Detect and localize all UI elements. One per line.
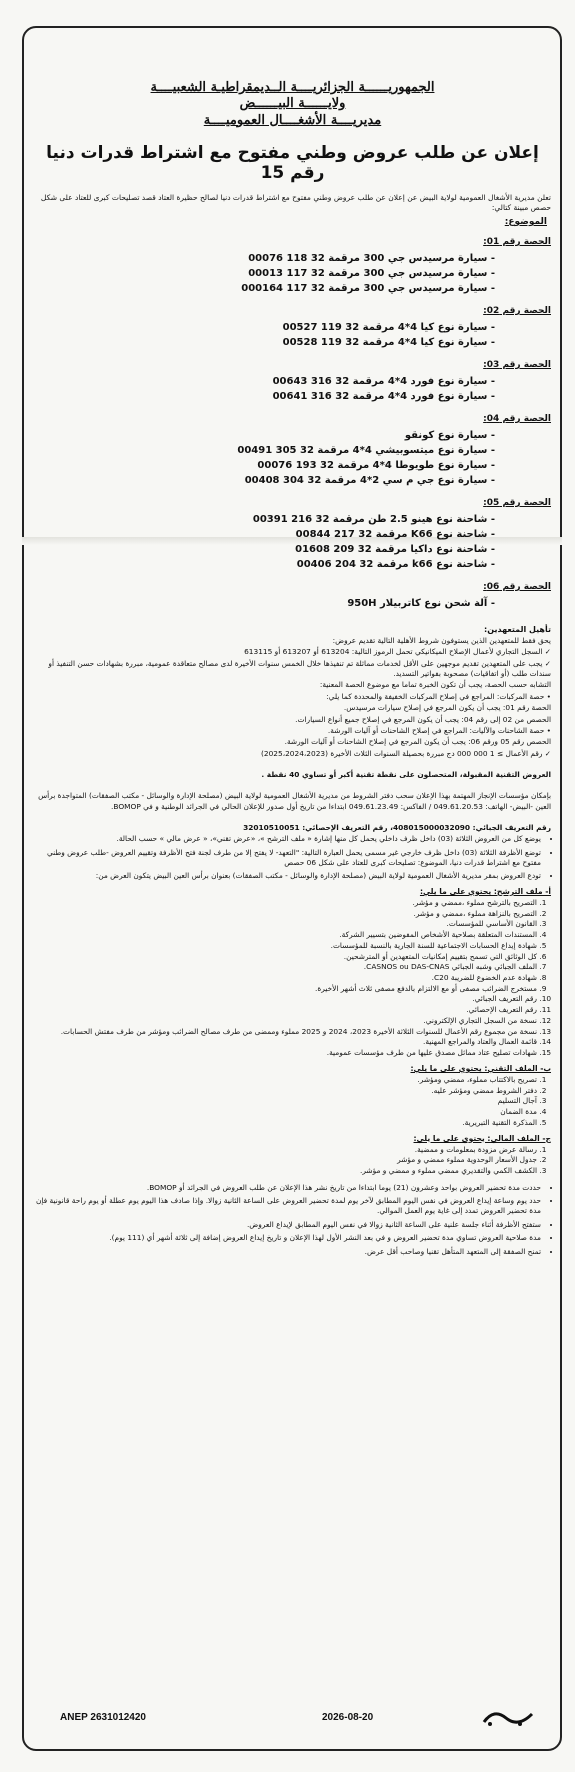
dossier-a-item: 4. المستندات المتعلقة بصلاحية الأشخاص المفوضين بتسيير الشركة. (30, 930, 537, 941)
dossier-a-item: 3. القانون الأساسي للمؤسسات. (30, 919, 537, 930)
envelope-rule: • يوضع كل من العروض الثلاثة (03) داخل ظرف داخلي يحمل كل منها إشارة « ملف الترشح »، «عرض تقني»، « عرض مالي » حسب الحالة. (30, 834, 541, 844)
dossier-a-list (30, 898, 555, 1059)
lot-item: - شاحنة نوع K66 مرقمة 32 217 00844 (295, 529, 495, 540)
lot-title: الحصة رقم 05: (483, 498, 551, 508)
dossier-b-item: 3. آجال التسليم (30, 1096, 537, 1107)
lot-items (30, 251, 555, 296)
dossier-b-item: 4. مدة الضمان (30, 1107, 537, 1118)
eligibility-line: الحصة رقم 01: يجب أن يكون المرجع في إصلاح سيارات مرسيدس. (343, 703, 551, 713)
dossier-a-head: أ- ملف الترشح: يحتوي على ما يلي: (419, 886, 551, 896)
footer (60, 1712, 530, 1736)
lot-item: - سيارة مرسيدس جي 300 مرقمة 32 118 00076 (248, 253, 495, 264)
lot-item: - سيارة نوع كونقو (404, 430, 495, 441)
dossier-a-item: 9. مستخرج الضرائب مصفى أو مع الالتزام بالدفع مصفى ثلاث أشهر الأخيرة. (30, 984, 537, 995)
envelope-rules (30, 834, 555, 881)
dossier-a-item: 12. نسخة من السجل التجاري الإلكتروني. (30, 1016, 537, 1027)
eligibility-criterion: ✓ يجب على المتعهدين تقديم موجهين على الأقل لخدمات مماثلة تم تنفيذها خلال الخمس سنوات الأخيرة لدى مصالح متعاقدة عمومية، مبررة بشهادات حسن التنفيذ أو سندات طلب (أو اتفاقيات) مصحوبة بفواتير التسديد. (48, 658, 551, 679)
eligibility-criterion: ✓ رقم الأعمال ≥ 1 000 000 دج مبررة بحصيلة السنوات الثلاث الأخيرة (2025،2024،2023) (261, 748, 551, 758)
dossier-a-item: 8. شهادة عدم الخضوع للضريبة C20. (30, 973, 537, 984)
eligibility-line: الحصص رقم 05 ورقم 06: يجب أن يكون المرجع في إصلاح الشاحنات أو آليات الورشة. (284, 737, 551, 747)
dossier-b-item: 1. تصريح بالاكتتاب مملوء، ممضي ومؤشر. (30, 1075, 537, 1086)
dossier-a-item: 5. شهادة إيداع الحسابات الاجتماعية للسنة الجارية بالنسبة للمؤسسات. (30, 941, 537, 952)
dossier-b-head: ب- الملف التقني: يحتوي على ما يلي: (410, 1063, 551, 1073)
final-condition: • ستفتح الأظرفة أثناء جلسة علنية على الساعة الثانية زوالا في نفس اليوم المطابق لإيداع العروض. (30, 1220, 541, 1230)
dossier-a-item: 11. رقم التعريف الإحصائي. (30, 1005, 537, 1016)
header-directorate: مديريــــة الأشغــــال العموميــــة (203, 112, 382, 128)
header-wilaya: ولايــــــة البيــــــض (239, 96, 346, 112)
dossier-a-item: 13. نسخة من مجموع رقم الأعمال للسنوات الثلاثة الأخيرة 2023، 2024 و 2025 مملوء وممضى من طرف مصالح الضرائب ومؤشر من طرف مفتش الحسابات. (30, 1027, 537, 1038)
eligibility-line: التشابه حسب الحصة، يجب أن تكون الخبرة تماما مع موضوع الحصة المعنية: (319, 680, 551, 690)
dossier-c-list (30, 1145, 555, 1177)
dossier-a-item: 7. الملف الجبائي وشبه الجبائي CASNOS ou DAS-CNAS. (30, 962, 537, 973)
lot-title: الحصة رقم 03: (483, 360, 551, 370)
lot-item: - شاحنة نوع k66 مرقمة 32 204 00406 (296, 559, 495, 570)
lot-item: - سيارة مرسيدس جي 300 مرقمة 32 117 00013 (248, 268, 495, 279)
acceptance-note: العروض التقنية المقبولة، المتحصلون على نقطة تقنية أكبر أو تساوي 40 نقطة . (261, 769, 551, 779)
lot-title: الحصة رقم 06: (483, 582, 551, 592)
dossier-a-item: 1. التصريح بالترشح مملوء ،ممضي و مؤشر. (30, 898, 537, 909)
dossier-b-item: 2. دفتر الشروط ممضي ومؤشر عليه. (30, 1086, 537, 1097)
lot-item: - شاحنة نوع داكيا مرقمة 32 209 01608 (295, 544, 495, 555)
dossier-a-item: 15. شهادات تصليح عتاد مماثل مصدق عليها من طرف مؤسسات عمومية. (30, 1048, 537, 1059)
dossier-b-list (30, 1075, 555, 1129)
withdrawal-note: بإمكان مؤسسات الإنجاز المهتمة بهذا الإعلان سحب دفتر الشروط من مديرية الأشغال العمومية لولاية البيض (مصلحة الإدارة والوسائل - مكتب الصفقات) المتواجدة برأس العين -البيض- الهاتف: 049.61.20.53 / الفاكس: 049.61.23.49 ابتداءا من تاريخ أول صدور للإعلان الحالي في الجرائد الوطنية و في BOMOP. (38, 791, 551, 811)
subject-label: الموضوع: (504, 217, 547, 227)
lot-item: - سيارة نوع ميتسوبيشي 4*4 مرقمة 32 305 00491 (237, 445, 495, 456)
newspaper-logo (480, 1704, 540, 1730)
dossier-a-item: 14. قائمة العمال والعتاد والمراجع المهنية. (30, 1037, 537, 1048)
anep-number: ANEP 2631012420 (60, 1712, 146, 1723)
final-conditions (30, 1183, 555, 1257)
lot-items (30, 374, 555, 404)
lot-item: - سيارة مرسيدس جي 300 مرقمة 32 117 000164 (241, 283, 495, 294)
eligibility-line: • حصة المركبات: المراجع في إصلاح المركبات الخفيفة والمحددة كما يلي: (326, 691, 551, 701)
announcement-body (30, 80, 555, 1260)
final-condition: • حددت مدة تحضير العروض بواحد وعشرون (21) يوما ابتداءا من تاريخ نشر هذا الإعلان عن طلب العروض في الجرائد أو BOMOP. (30, 1183, 541, 1193)
eligibility-criterion: ✓ السجل التجاري لأعمال الإصلاح الميكانيكي تحمل الرموز التالية: 613204 أو 613207 أو 613115 (244, 647, 551, 657)
lot-item: - آلة شحن نوع كاتربيلار 950H (347, 598, 495, 609)
envelope-rule: • تودع العروض بمقر مديرية الأشغال العمومية لولاية البيض (مصلحة الإدارة والوسائل - مكتب الصفقات) بعنوان برأس العين البيض يتكون العرض من: (30, 871, 541, 881)
announcement-title: إعلان عن طلب عروض وطني مفتوح مع اشتراط قدرات دنيا رقم 15 (46, 142, 539, 183)
dossier-c-item: 1. رسالة عرض مزودة بمعلومات و ممضية. (30, 1145, 537, 1156)
lot-items (30, 320, 555, 350)
eligibility-line: • حصة الشاحنات والآليات: المراجع في إصلاح الشاحنات أو آليات الورشة. (327, 725, 551, 735)
lot-items (30, 596, 555, 611)
dossier-c-item: 3. الكشف الكمي والتقديري ممضي مملوء و ممضي و مؤشر. (30, 1166, 537, 1177)
dossier-a-item: 10. رقم التعريف الجبائي. (30, 994, 537, 1005)
lot-items (30, 428, 555, 488)
eligibility-line: الحصص من 02 إلى رقم 04: يجب أن يكون المرجع في إصلاح جميع أنواع السيارات. (295, 714, 551, 724)
tax-ids: رقم التعريف الجبائي: 408015000032090، رقم التعريف الإحصائي: 32010510051 (243, 823, 551, 833)
header-republic: الجمهوريــــــة الجزائريــــة الــديمقراطيـة الشعبيــــة (150, 80, 435, 95)
lot-title: الحصة رقم 04: (483, 414, 551, 424)
lot-item: - سيارة نوع كيا 4*4 مرقمة 32 119 00527 (282, 322, 495, 333)
dossier-c-head: ج- الملف المالي: يحتوي على ما يلي: (413, 1133, 551, 1143)
envelope-rule: • توضع الأظرفة الثلاثة (03) داخل ظرف خارجي غير مسمى يحمل العبارة التالية: "التعهد- لا يفتح إلا من طرف لجنة فتح الأظرفة وتقييم العروض -طلب عروض وطني مفتوح مع اشتراط قدرات دنيا، الموضوع: تصليحات كبرى للعتاد على شكل 06 حصص (30, 848, 541, 869)
lot-item: - سيارة نوع جي م سي 2*4 مرقمة 32 304 00408 (244, 475, 495, 486)
dossier-a-item: 6. كل الوثائق التي تسمح بتقييم إمكانيات المتعهدين أو المترشحين. (30, 952, 537, 963)
final-condition: • مدة صلاحية العروض تساوي مدة تحضير العروض و في بعد النشر الأول لهذا الإعلان و تاريخ إيداع العروض إضافة إلى ثلاثة أشهر أي (111 يوم). (30, 1233, 541, 1243)
dossier-b-item: 5. المذكرة التقنية التبريرية. (30, 1118, 537, 1129)
final-condition: • حدد يوم وساعة إيداع العروض في نفس اليوم المطابق لآخر يوم لمدة تحضير العروض على الساعة الثانية زوالا. وإذا صادف هذا اليوم يوم عطلة أو يوم راحة قانونية فإن مدة تحضير العروض تمدد إلى غاية يوم العمل الموالي. (30, 1196, 541, 1217)
lot-item: - سيارة نوع كيا 4*4 مرقمة 32 119 00528 (282, 337, 495, 348)
eligibility-section (34, 636, 551, 833)
lot-item: - شاحنة نوع هينو 2.5 طن مرقمة 32 216 00391 (252, 514, 495, 525)
dossier-a-item: 2. التصريح بالنزاهة مملوء ،ممضي و مؤشر. (30, 909, 537, 920)
lot-item: - سيارة نوع طويوطا 4*4 مرقمة 32 193 00076 (257, 460, 495, 471)
eligibility-intro: يحق فقط للمتعهدين الذين يستوفون شروط الأهلية التالية تقديم عروض: (332, 636, 551, 645)
publication-date: 2026-08-20 (322, 1712, 374, 1723)
final-condition: • تمنح الصفقة إلى المتعهد المتأهل تقنيا وصاحب أقل عرض. (30, 1247, 541, 1257)
dossier-c-item: 2. جدول الأسعار الوحدوية مملوء ممضي و مؤشر (30, 1155, 537, 1166)
intro-text: تعلن مديرية الأشغال العمومية لولاية البيض عن إعلان عن طلب عروض وطني مفتوح مع اشتراط قدرات دنيا لصالح حظيرة العتاد قصد تصليحات كبرى للعتاد على شكل حصص مبينة كتالي: (40, 192, 551, 212)
lot-items (30, 512, 555, 572)
eligibility-head: تأهيل المتعهدين: (484, 625, 551, 634)
lot-item: - سيارة نوع فورد 4*4 مرقمة 32 316 00641 (272, 391, 495, 402)
lot-title: الحصة رقم 02: (483, 306, 551, 316)
header (30, 80, 555, 129)
lots-list (30, 237, 555, 611)
lot-item: - سيارة نوع فورد 4*4 مرقمة 32 316 00643 (272, 376, 495, 387)
lot-title: الحصة رقم 01: (483, 237, 551, 247)
